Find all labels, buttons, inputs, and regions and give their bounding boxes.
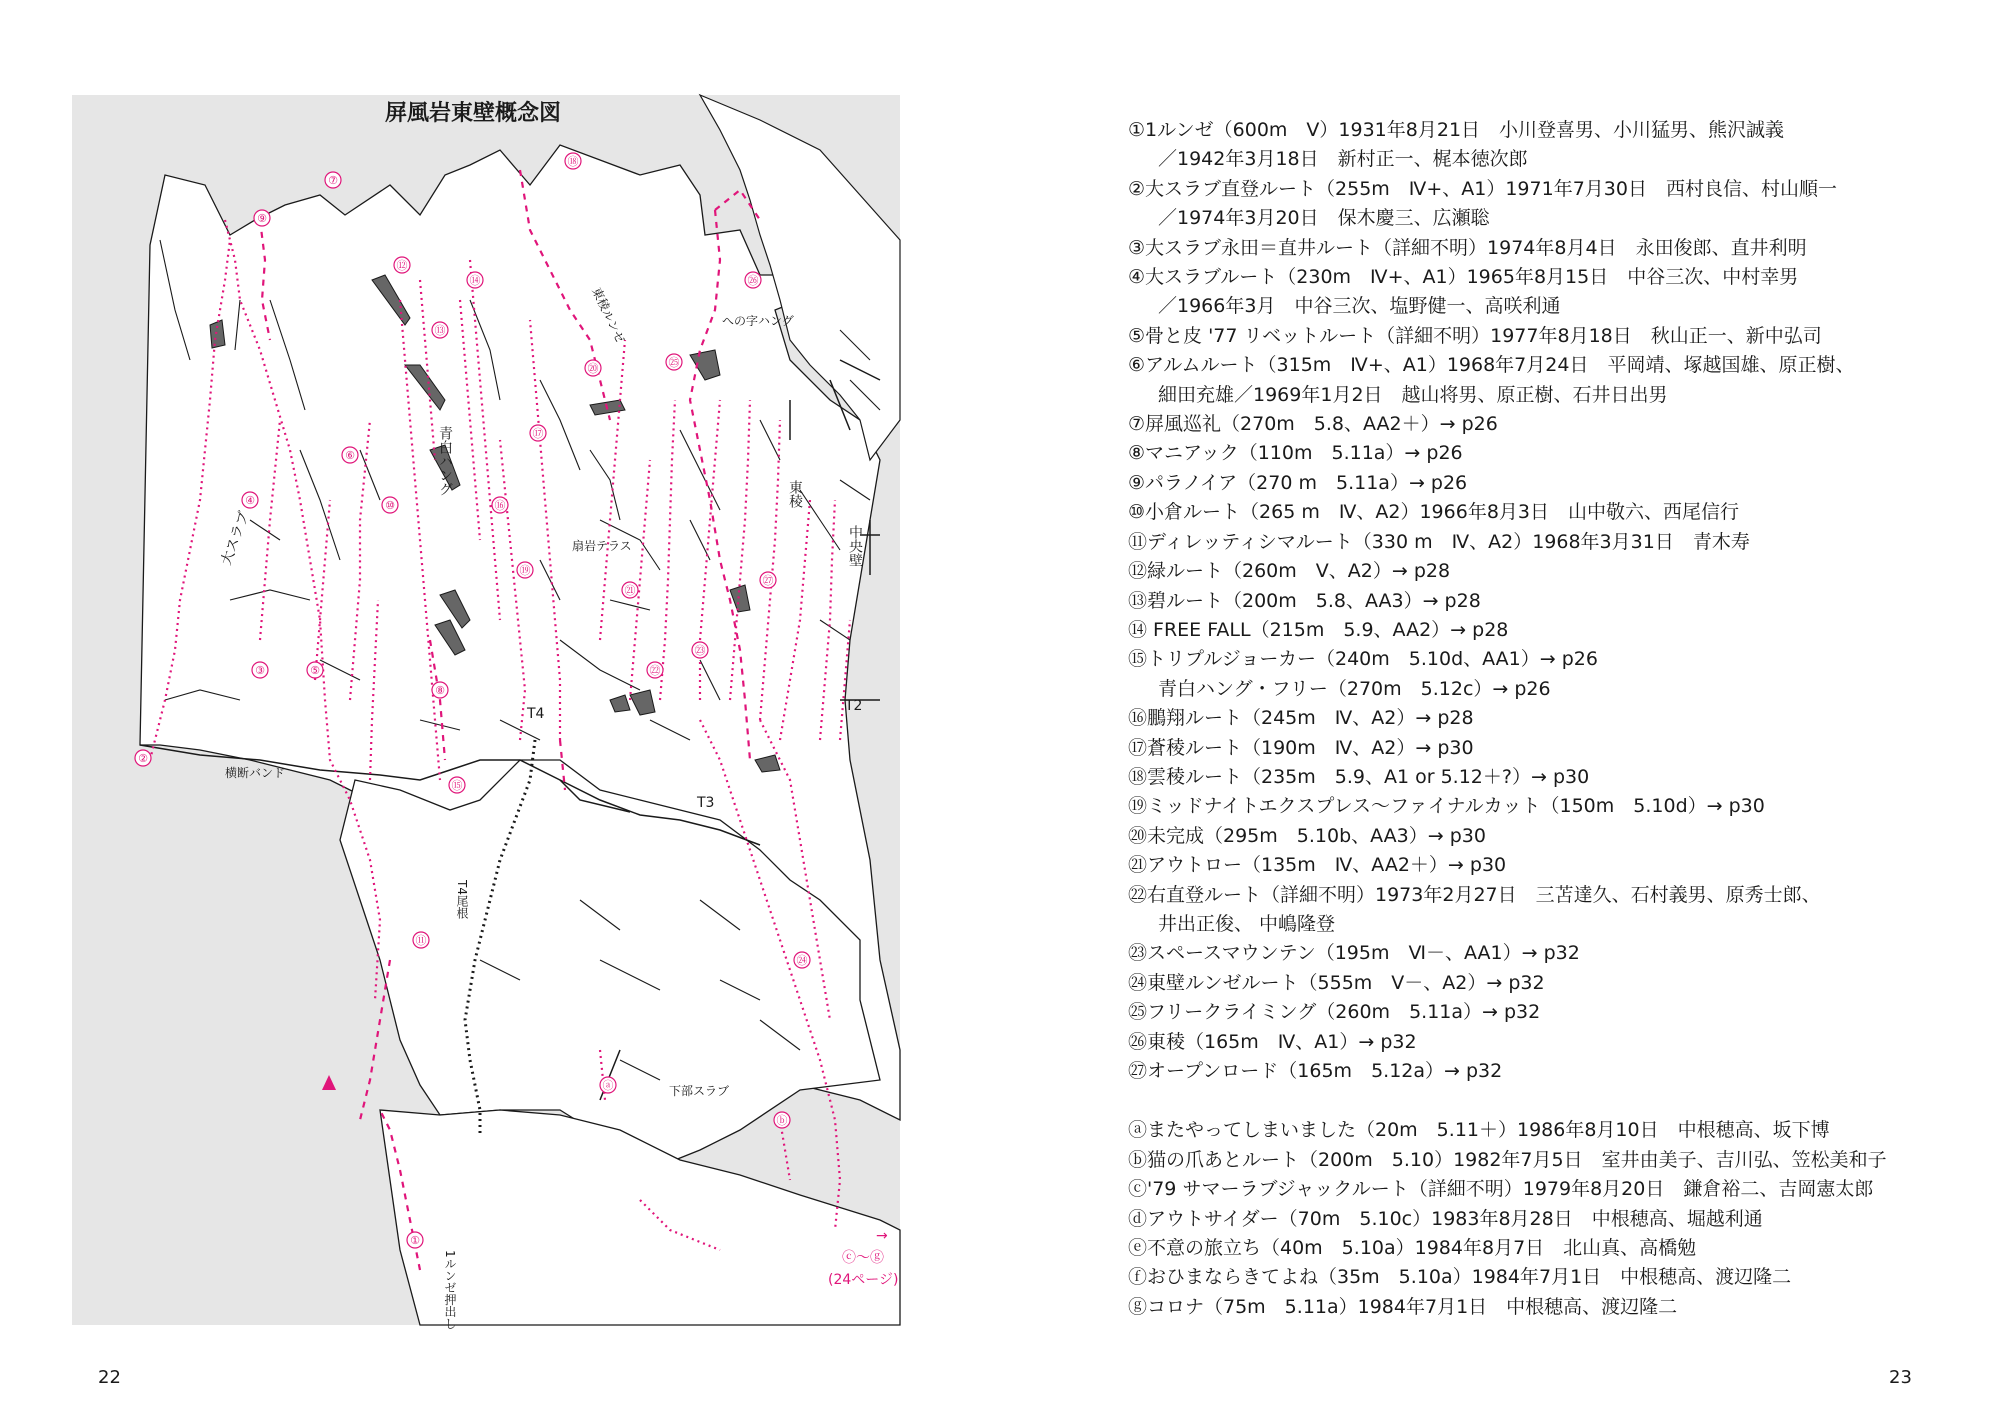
route-entry: ⑩小倉ルート（265 m Ⅳ、A2）1966年8月3日 山中敬六、西尾信行 <box>1128 501 1739 524</box>
label-odan-band: 横断バンド <box>225 766 286 780</box>
route-marker-label: ③ <box>255 664 265 677</box>
route-marker <box>394 257 410 273</box>
route-entry: ／1942年3月18日 新村正一、梶本徳次郎 <box>1158 148 1528 171</box>
route-marker <box>647 662 663 678</box>
label-route-ref-page: (24ページ) <box>828 1272 899 1288</box>
route-marker <box>774 1112 790 1128</box>
route-marker-label: ⑩ <box>385 499 395 512</box>
route-marker <box>407 1232 423 1248</box>
route-entry: ⑥アルムルート（315m Ⅳ+、A1）1968年7月24日 平岡靖、塚越国雄、原正樹、 <box>1128 354 1855 377</box>
route-marker-label: ⑦ <box>328 174 338 187</box>
route-marker-label: ④ <box>245 494 255 507</box>
route-entry: 井出正俊、 中嶋隆登 <box>1158 912 1336 935</box>
route-entry: ⑦屏風巡礼（270m 5.8、AA2＋）→ p26 <box>1128 413 1498 436</box>
label-byobuiwa-terrace: 扇岩テラス <box>572 539 632 553</box>
route-marker <box>252 662 268 678</box>
label-runze-oshidashi: 1ルンゼ押出し <box>443 1250 457 1330</box>
route-entry: ⑲ミッドナイトエクスプレス～ファイナルカット（150m 5.10d）→ p30 <box>1128 795 1765 818</box>
route-entry: ⑮トリプルジョーカー（240m 5.10d、AA1）→ p26 <box>1128 648 1598 671</box>
route-entry: ④大スラブルート（230m Ⅳ+、A1）1965年8月15日 中谷三次、中村幸男 <box>1128 266 1799 289</box>
route-marker-label: ⑬ <box>434 324 446 337</box>
route-entry: ㉗オープンロード（165m 5.12a）→ p32 <box>1128 1060 1503 1082</box>
route-marker <box>342 447 358 463</box>
route-marker-label: ⑫ <box>396 259 408 272</box>
route-entry: ⑰蒼稜ルート（190m Ⅳ、A2）→ p30 <box>1128 736 1474 759</box>
route-marker-label: ⑥ <box>345 449 355 462</box>
route-marker-label: ㉔ <box>796 954 808 967</box>
route-entry: ㉒右直登ルート（詳細不明）1973年2月27日 三苫達久、石村義男、原秀士郎、 <box>1128 883 1821 906</box>
sub-route-entry: ⓖコロナ（75m 5.11a）1984年7月1日 中根穂高、渡辺隆二 <box>1128 1295 1678 1318</box>
route-marker-label: ㉑ <box>624 584 636 597</box>
route-entry: ⑧マニアック（110m 5.11a）→ p26 <box>1128 442 1463 465</box>
route-entry: ②大スラブ直登ルート（255m Ⅳ+、A1）1971年7月30日 西村良信、村山順一 <box>1128 177 1837 200</box>
route-marker <box>325 172 341 188</box>
route-marker-label: ⓑ <box>776 1114 788 1127</box>
route-marker <box>760 572 776 588</box>
route-marker-label: ㉒ <box>649 664 661 677</box>
route-marker <box>242 492 258 508</box>
page-number-right: 23 <box>1889 1367 1912 1388</box>
route-marker <box>135 750 151 766</box>
sub-route-entry: ⓐまたやってしまいました（20m 5.11＋）1986年8月10日 中根穂高、坂下博 <box>1128 1119 1830 1142</box>
route-marker <box>565 153 581 169</box>
route-entry: ⑫緑ルート（260m Ⅴ、A2）→ p28 <box>1128 560 1451 583</box>
route-marker-label: ⑪ <box>415 934 427 947</box>
route-entry: ⑪ディレッティシマルート（330 m Ⅳ、A2）1968年3月31日 青木寿 <box>1128 530 1750 553</box>
route-marker <box>600 1077 616 1093</box>
route-entry: ①1ルンゼ（600m Ⅴ）1931年8月21日 小川登喜男、小川猛男、熊沢誠義 <box>1128 119 1785 141</box>
sub-route-entry: ⓓアウトサイダー（70m 5.10c）1983年8月28日 中根穂高、堀越利通 <box>1128 1207 1763 1230</box>
route-marker <box>382 497 398 513</box>
route-marker-label: ⑨ <box>257 212 267 225</box>
route-marker <box>432 682 448 698</box>
route-marker-label: ⑤ <box>310 664 320 677</box>
route-marker <box>622 582 638 598</box>
route-entry: ⑱雲稜ルート（235m 5.9、A1 or 5.12＋?）→ p30 <box>1128 765 1590 788</box>
route-entry: ㉔東壁ルンゼルート（555m Ⅴ－、A2）→ p32 <box>1128 971 1545 994</box>
route-list <box>1128 116 1928 1322</box>
list-spacer <box>1128 1086 1928 1116</box>
sub-route-entry: ⓒ'79 サマーラブジャックルート（詳細不明）1979年8月20日 鎌倉裕二、吉岡憲太郎 <box>1128 1178 1874 1201</box>
route-marker-label: ㉕ <box>668 356 680 369</box>
label-chuo-heki: 中央壁 <box>847 525 863 567</box>
route-entry: ③大スラブ永田＝直井ルート（詳細不明）1974年8月4日 永田俊郎、直井利明 <box>1128 236 1807 259</box>
route-marker-label: ① <box>410 1234 420 1247</box>
route-entry: ⑬碧ルート（200m 5.8、AA3）→ p28 <box>1128 589 1481 612</box>
route-entry: ⑤骨と皮 '77 リベットルート（詳細不明）1977年8月18日 秋山正一、新中弘司 <box>1128 324 1822 347</box>
route-marker <box>585 360 601 376</box>
label-kabu-slab: 下部スラブ <box>669 1084 730 1098</box>
sub-route-entry: ⓔ不意の旅立ち（40m 5.10a）1984年8月7日 北山真、高橋勉 <box>1128 1237 1697 1260</box>
label-t3: T3 <box>697 795 715 811</box>
route-marker <box>666 354 682 370</box>
route-entry: 青白ハング・フリー（270m 5.12c）→ p26 <box>1158 677 1551 700</box>
sub-route-entry: ⓕおひまならきてよね（35m 5.10a）1984年7月1日 中根穂高、渡辺隆二 <box>1128 1266 1792 1289</box>
route-entry: ／1966年3月 中谷三次、塩野健一、高咲利通 <box>1158 295 1561 318</box>
route-entry: ⑯鵬翔ルート（245m Ⅳ、A2）→ p28 <box>1128 707 1474 730</box>
route-entry: ㉓スペースマウンテン（195m Ⅵ－、AA1）→ p32 <box>1128 942 1580 965</box>
route-marker-label: ⑧ <box>435 684 445 697</box>
route-marker <box>467 272 483 288</box>
sub-route-entry: ⓑ猫の爪あとルート（200m 5.10）1982年7月5日 室井由美子、吉川弘、笠松美和子 <box>1128 1148 1887 1171</box>
route-marker-label: ㉖ <box>747 274 759 287</box>
route-marker <box>692 642 708 658</box>
route-marker <box>432 322 448 338</box>
route-marker-label: ⑮ <box>451 779 463 792</box>
route-marker <box>794 952 810 968</box>
route-marker-label: ⑰ <box>532 427 544 440</box>
route-marker <box>517 562 533 578</box>
route-marker <box>254 210 270 226</box>
route-marker-label: ② <box>138 752 148 765</box>
label-t2: T2 <box>845 698 863 714</box>
label-higashiryo-runze: 東稜ルンゼ <box>589 285 628 346</box>
route-marker-label: ⓐ <box>602 1079 614 1092</box>
route-marker <box>492 497 508 513</box>
label-route-ref-arrow: → <box>876 1228 888 1244</box>
page-number-left: 22 <box>98 1367 121 1388</box>
route-marker-label: ⑯ <box>494 499 506 512</box>
route-entry: ／1974年3月20日 保木慶三、広瀬聡 <box>1158 207 1490 230</box>
route-marker <box>530 425 546 441</box>
label-higashi-ryo: 東稜 <box>787 480 803 508</box>
route-marker <box>307 662 323 678</box>
route-entry: ⑳未完成（295m 5.10b、AA3）→ p30 <box>1128 824 1486 847</box>
route-entry: ⑨パラノイア（270 m 5.11a）→ p26 <box>1128 471 1468 494</box>
route-marker <box>745 272 761 288</box>
route-marker-label: ⑳ <box>587 362 599 375</box>
route-entry: 細田充雄／1969年1月2日 越山将男、原正樹、石井日出男 <box>1158 383 1668 406</box>
route-entry: ㉑アウトロー（135m Ⅳ、AA2＋）→ p30 <box>1128 854 1507 877</box>
label-aoshiro-hang: 青白ハング <box>437 426 453 496</box>
label-t4: T4 <box>527 706 545 722</box>
route-marker-label: ⑭ <box>469 274 481 287</box>
route-entry: ㉕フリークライミング（260m 5.11a）→ p32 <box>1128 1001 1541 1024</box>
route-marker-label: ㉗ <box>762 574 774 587</box>
label-henoji-hang: への字ハング <box>722 314 794 328</box>
label-oo-slab: 大スラブ <box>218 509 253 568</box>
route-marker-label: ㉓ <box>694 644 706 657</box>
map-title: 屏風岩東壁概念図 <box>385 101 562 126</box>
label-t4-ridge: T4尾根 <box>455 880 469 919</box>
route-marker <box>413 932 429 948</box>
route-marker-label: ⑲ <box>519 564 531 577</box>
route-entry: ㉖東稜（165m Ⅳ、A1）→ p32 <box>1128 1030 1417 1053</box>
label-route-ref: ⓒ～ⓖ <box>842 1250 884 1266</box>
right-page <box>1000 0 2000 1426</box>
route-entry: ⑭ FREE FALL（215m 5.9、AA2）→ p28 <box>1128 618 1509 641</box>
route-marker-label: ⑱ <box>567 155 579 168</box>
route-marker <box>449 777 465 793</box>
